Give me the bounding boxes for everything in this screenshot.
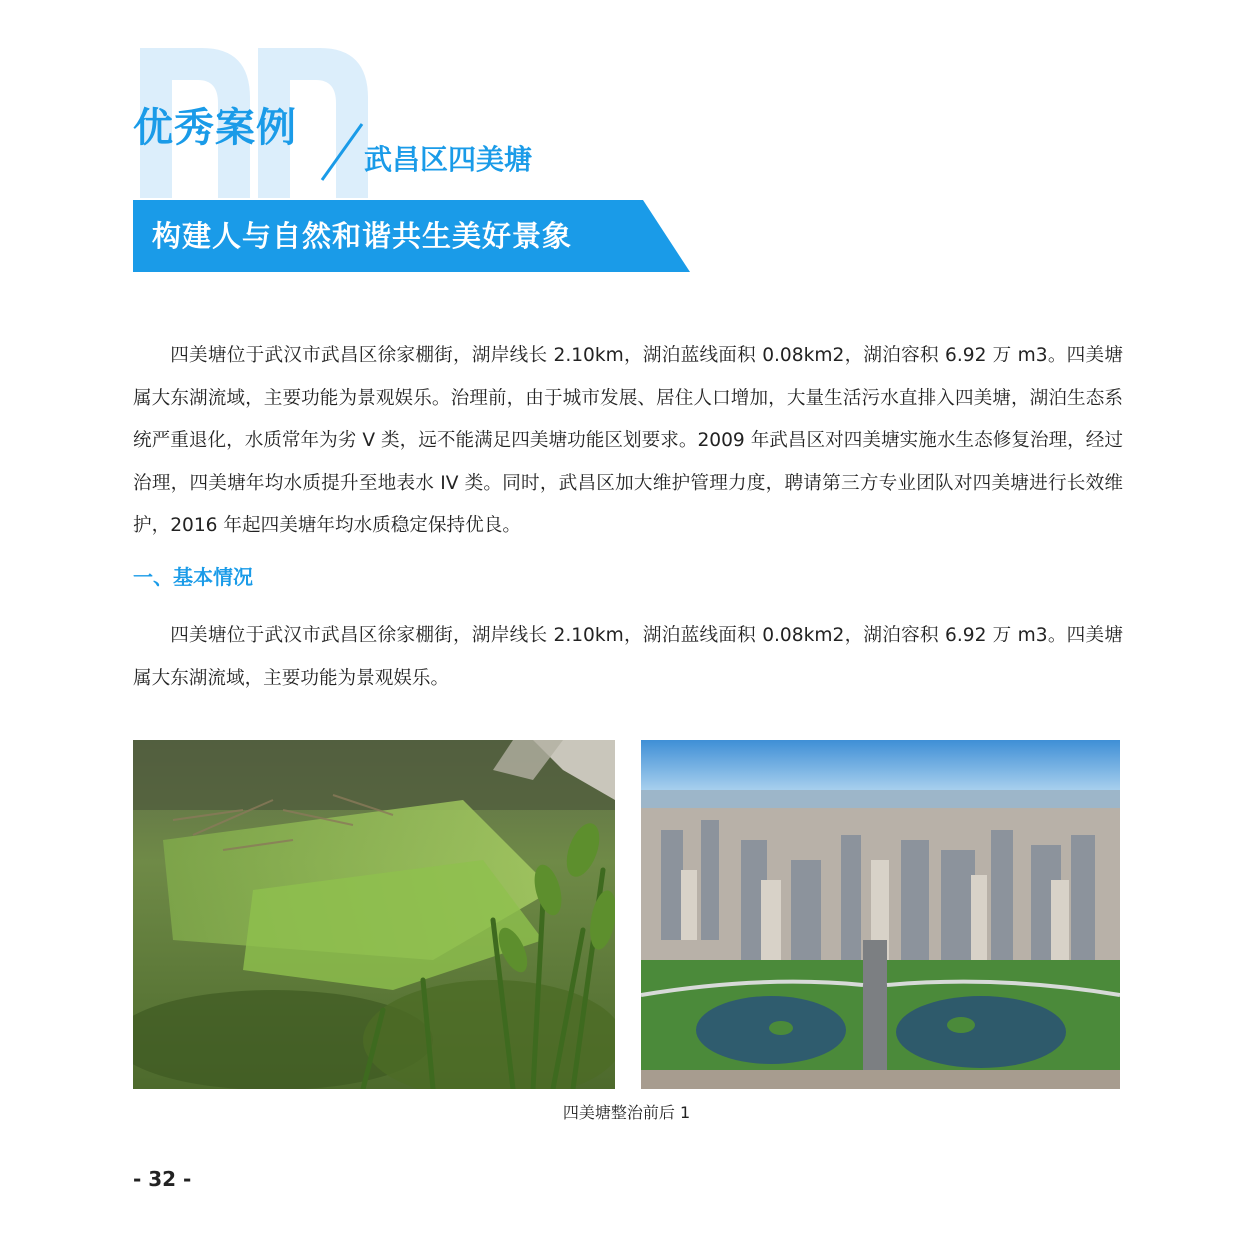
page-subtitle: 武昌区四美塘	[364, 143, 533, 176]
photo-before-wetland	[133, 740, 615, 1089]
page-number: - 32 -	[133, 1167, 192, 1191]
page-title: 优秀案例	[133, 105, 297, 151]
photo-after-aerial-city	[641, 740, 1120, 1089]
section-heading-basic-info: 一、基本情况	[133, 565, 253, 589]
section-paragraph: 四美塘位于武汉市武昌区徐家棚街，湖岸线长 2.10km，湖泊蓝线面积 0.08km2，湖泊容积 6.92 万 m3。四美塘属大东湖流域，主要功能为景观娱乐。	[133, 625, 1123, 689]
title-divider-slash	[318, 122, 364, 182]
figure-caption: 四美塘整治前后 1	[562, 1103, 691, 1122]
banner-text: 构建人与自然和谐共生美好景象	[152, 219, 573, 253]
intro-paragraph: 四美塘位于武汉市武昌区徐家棚街，湖岸线长 2.10km，湖泊蓝线面积 0.08km2，湖泊容积 6.92 万 m3。四美塘属大东湖流域，主要功能为景观娱乐。治理前，由于城市发展、居住人口增加，大量生活污水直排入四美塘，湖泊生态系统严重退化，水质常年为劣 V 类，远不能满足四美塘功能区划要求。2009 年武昌区对四美塘实施水生态修复治理，经过治理，四美塘年均水质提升至地表水 IV 类。同时，武昌区加大维护管理力度，聘请第三方专业团队对四美塘进行长效维护，2016 年起四美塘年均水质稳定保持优良。	[133, 345, 1123, 536]
headline-banner	[133, 200, 690, 272]
